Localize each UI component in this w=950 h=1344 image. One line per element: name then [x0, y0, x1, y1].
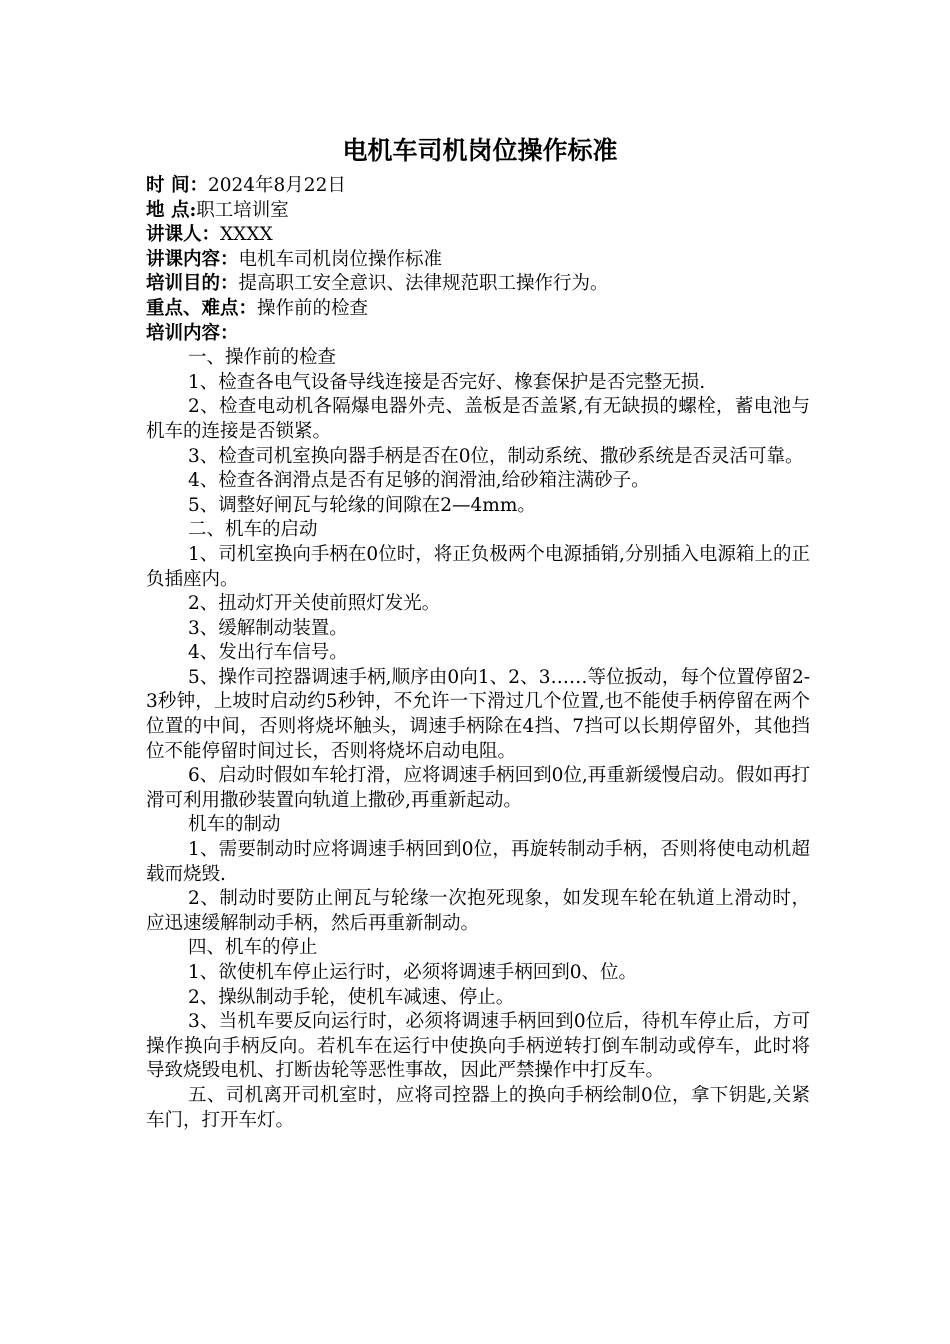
document-body	[146, 346, 810, 1133]
section-heading: 机车的制动	[188, 814, 281, 836]
document-page	[146, 133, 810, 1133]
paragraph: 4、检查各润滑点是否有足够的润滑油,给砂箱注满砂子。	[188, 470, 650, 492]
meta-value: XXXX	[220, 224, 273, 246]
meta-location	[146, 199, 810, 224]
paragraph: 3、检查司机室换向器手柄是否在0位，制动系统、撒砂系统是否灵活可靠。	[188, 445, 804, 467]
meta-value: 电机车司机岗位操作标准	[238, 248, 443, 270]
paragraph: 1、司机室换向手柄在0位时，将正负极两个电源插销,分别插入电源箱上的正负插座内。	[146, 543, 810, 590]
meta-purpose	[146, 272, 810, 297]
meta-section	[146, 174, 810, 346]
paragraph: 2、检查电动机各隔爆电器外壳、盖板是否盖紧,有无缺损的螺栓，蓄电池与机车的连接是否锁紧。	[146, 396, 810, 442]
paragraph: 3、缓解制动装置。	[188, 617, 348, 639]
meta-label: 培训内容：	[146, 322, 239, 344]
paragraph: 6、启动时假如车轮打滑，应将调速手柄回到0位,再重新缓慢启动。假如再打滑可利用撒砂装置向轨道上撒砂,再重新起动。	[146, 765, 810, 811]
meta-topic	[146, 248, 810, 273]
paragraph: 2、制动时要防止闸瓦与轮缘一次抱死现象，如发现车轮在轨道上滑动时，应迅速缓解制动手柄，然后再重新制动。	[146, 888, 810, 934]
meta-label: 地 点:	[146, 199, 197, 221]
meta-time	[146, 174, 810, 199]
paragraph: 五、司机离开司机室时，应将司控器上的换向手柄绘制0位，拿下钥匙,关紧车门，打开车灯。	[146, 1084, 810, 1131]
meta-label: 时 间：	[146, 175, 208, 196]
meta-label: 重点、难点：	[146, 297, 258, 319]
paragraph: 2、扭动灯开关使前照灯发光。	[188, 593, 441, 615]
paragraph: 2、操纵制动手轮，使机车减速、停止。	[188, 986, 515, 1008]
meta-label: 讲课人：	[146, 224, 221, 246]
meta-key-points	[146, 297, 810, 322]
document-title: 电机车司机岗位操作标准	[342, 136, 618, 165]
meta-content	[146, 322, 810, 347]
paragraph: 1、欲使机车停止运行时，必须将调速手柄回到0、位。	[188, 962, 638, 983]
paragraph: 1、需要制动时应将调速手柄回到0位，再旋转制动手柄，否则将使电动机超载而烧毁.	[146, 839, 810, 885]
meta-label: 讲课内容：	[146, 248, 239, 270]
meta-value: 2024年8月22日	[207, 175, 346, 196]
meta-value: 职工培训室	[196, 199, 289, 221]
meta-value: 提高职工安全意识、法律规范职工操作行为。	[238, 273, 609, 295]
paragraph: 5、调整好闸瓦与轮缘的间隙在2—4mm。	[188, 494, 536, 516]
section-heading: 四、机车的停止	[188, 937, 318, 959]
paragraph: 5、操作司控器调速手柄,顺序由0向1、2、3……等位扳动，每个位置停留2-3秒钟，上坡时启动约5秒钟，不允许一下滑过几个位置,也不能使手柄停留在两个位置的中间，否则将烧坏触头，调速手柄除在4挡、7挡可以长期停留外，其他挡位不能停留时间过长，否则将烧坏启动电阻。	[146, 666, 810, 762]
section-heading: 二、机车的启动	[188, 519, 318, 541]
meta-value: 操作前的检查	[257, 297, 369, 319]
section-heading: 一、操作前的检查	[188, 347, 337, 369]
meta-lecturer	[146, 223, 810, 248]
paragraph: 3、当机车要反向运行时，必须将调速手柄回到0位后，待机车停止后，方可操作换向手柄反向。若机车在运行中使换向手柄逆转打倒车制动或停车，此时将导致烧毁电机、打断齿轮等恶性事故，因此严禁操作中打反车。	[146, 1011, 810, 1082]
paragraph: 4、发出行车信号。	[188, 642, 348, 664]
meta-label: 培训目的：	[146, 273, 239, 295]
paragraph: 1、检查各电气设备导线连接是否完好、橡套保护是否完整无损.	[188, 371, 706, 393]
